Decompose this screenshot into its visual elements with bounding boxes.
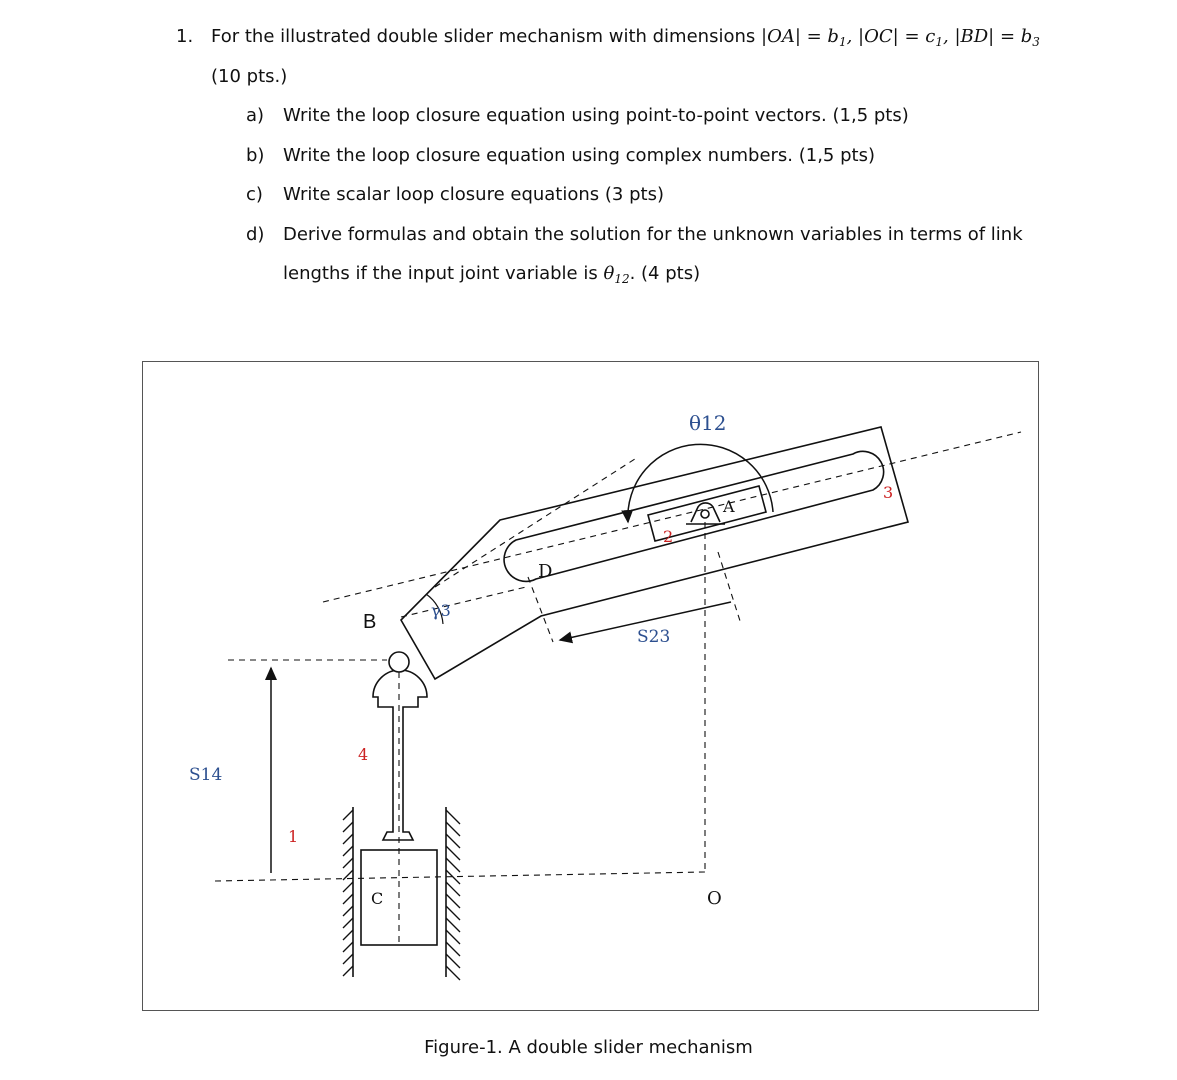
stem-text: For the illustrated double slider mechanism with dimensions: [211, 26, 756, 47]
part-a-label: a): [246, 105, 265, 126]
part-c-label: c): [246, 184, 263, 205]
mechanism-diagram: [143, 362, 1040, 1012]
dimensions-formula: $|OA| = b_1$, $|OC| = c_1$, $|BD| = b_3$: [761, 26, 1040, 49]
point-D-label: D: [538, 561, 553, 582]
part-d-text-continued: lengths if the input joint variable is $\theta_{12}$. (4 pts): [283, 263, 701, 286]
part-a-text: Write the loop closure equation using point-to-point vectors. (1,5 pts): [283, 105, 909, 126]
point-O-label: O: [707, 888, 722, 909]
figure-frame: [142, 361, 1039, 1011]
s23-label: S23: [637, 627, 671, 647]
pin-B: [389, 652, 409, 672]
point-B-label: B: [363, 611, 377, 633]
part-b-text: Write the loop closure equation using complex numbers. (1,5 pts): [283, 145, 875, 166]
link4-body: [373, 670, 427, 840]
link3-label: 3: [883, 483, 894, 502]
question-number: 1.: [176, 26, 194, 47]
figure-caption: Figure-1. A double slider mechanism: [424, 1037, 753, 1058]
link2-label: 2: [663, 527, 674, 546]
part-c-text: Write scalar loop closure equations (3 pts): [283, 184, 664, 205]
question-stem: [211, 26, 1040, 49]
part-d-text: Derive formulas and obtain the solution for the unknown variables in terms of link: [283, 224, 1023, 245]
point-C-label: C: [371, 889, 384, 908]
gamma3-label: γ3: [431, 601, 451, 620]
link4-label: 4: [358, 745, 369, 764]
theta12-variable: $\theta_{12}$: [603, 263, 630, 286]
question-points: (10 pts.): [211, 66, 288, 87]
link1-label: 1: [288, 827, 299, 846]
point-A-label: A: [723, 497, 735, 516]
theta12-label: θ12: [689, 411, 727, 435]
s14-label: S14: [189, 765, 223, 785]
part-d-label: d): [246, 224, 265, 245]
part-b-label: b): [246, 145, 265, 166]
